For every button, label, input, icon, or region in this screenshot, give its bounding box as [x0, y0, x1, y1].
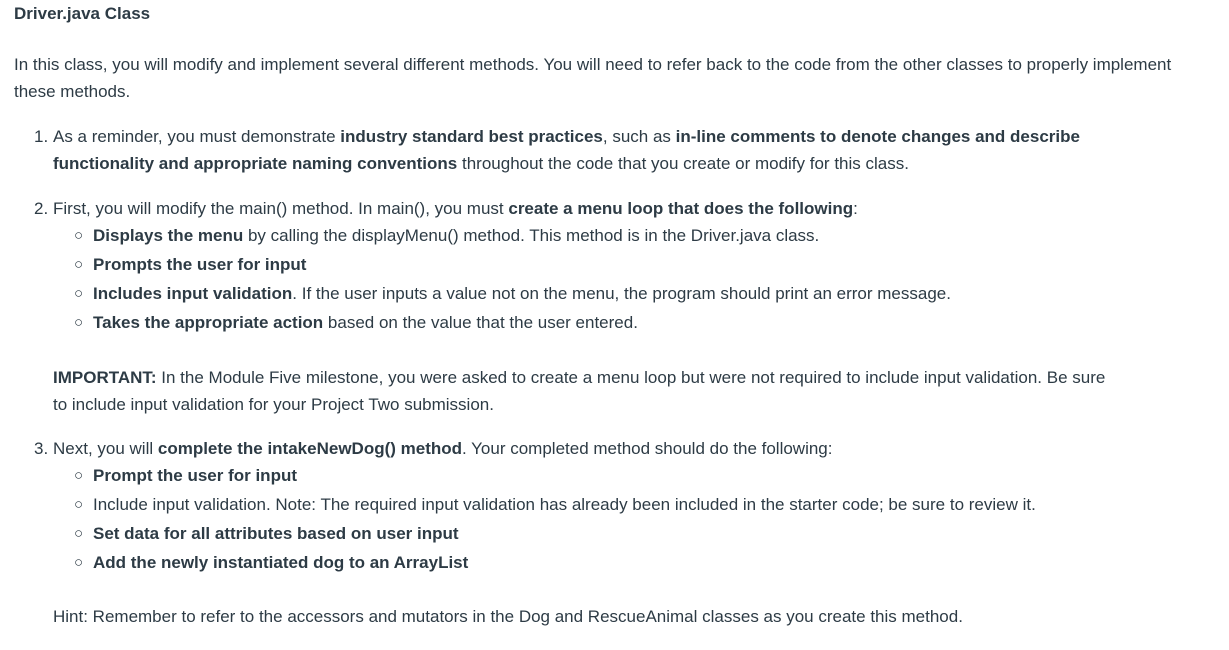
list-number-1: 1. [34, 127, 49, 146]
sub-list-item: ○ Set data for all attributes based on user input [0, 520, 1209, 547]
bullet-circle-icon: ○ [74, 467, 84, 484]
list-item-1-line-1: 1. As a reminder, you must demonstrate industry standard best practices, such as in-line comments to denote changes and describe [34, 123, 1209, 150]
bullet-circle-icon: ○ [74, 554, 84, 571]
sub-list-item: ○ Includes input validation. If the user inputs a value not on the menu, the program should print an error message. [0, 280, 1209, 307]
bullet-circle-icon: ○ [74, 227, 84, 244]
list-item-3-heading: 3. Next, you will complete the intakeNewDog() method. Your completed method should do the following: [34, 435, 1209, 462]
bullet-circle-icon: ○ [74, 256, 84, 273]
list-number-2: 2. [34, 199, 49, 218]
list-item-1 [34, 123, 1209, 177]
hint-paragraph: Hint: Remember to refer to the accessors and mutators in the Dog and RescueAnimal classes as you create this method. [53, 607, 963, 626]
sub-list-item: ○ Prompts the user for input [0, 251, 1209, 278]
important-label: IMPORTANT: [53, 368, 157, 387]
sub-list-item: ○ Displays the menu by calling the displayMenu() method. This method is in the Driver.java class. [0, 222, 1209, 249]
list-number-3: 3. [34, 439, 49, 458]
bullet-circle-icon: ○ [74, 285, 84, 302]
bullet-circle-icon: ○ [74, 314, 84, 331]
list-item-2 [34, 195, 1209, 336]
sub-list-item: ○ Takes the appropriate action based on the value that the user entered. [0, 309, 1209, 336]
sub-list-item: ○ Include input validation. Note: The required input validation has already been included in the starter code; be sure to review it. [0, 491, 1209, 518]
list-item-1-line-2: functionality and appropriate naming conventions throughout the code that you create or modify for this class. [53, 154, 909, 173]
important-note: IMPORTANT: In the Module Five milestone, you were asked to create a menu loop but were not required to include input validation. Be sure to include input validation for your Project Two submission. [53, 368, 1106, 414]
intro-paragraph: In this class, you will modify and implement several different methods. You will need to refer back to the code from the other classes to properly implement these methods. [14, 55, 1172, 101]
bullet-circle-icon: ○ [74, 525, 84, 542]
list-item-3 [34, 435, 1209, 576]
sub-list-item: ○ Prompt the user for input [0, 462, 1209, 489]
page-title: Driver.java Class [14, 4, 151, 23]
list-item-2-heading: 2. First, you will modify the main() method. In main(), you must create a menu loop that does the following: [34, 195, 1209, 222]
bullet-circle-icon: ○ [74, 496, 84, 513]
sub-list-item: ○ Add the newly instantiated dog to an ArrayList [0, 549, 1209, 576]
